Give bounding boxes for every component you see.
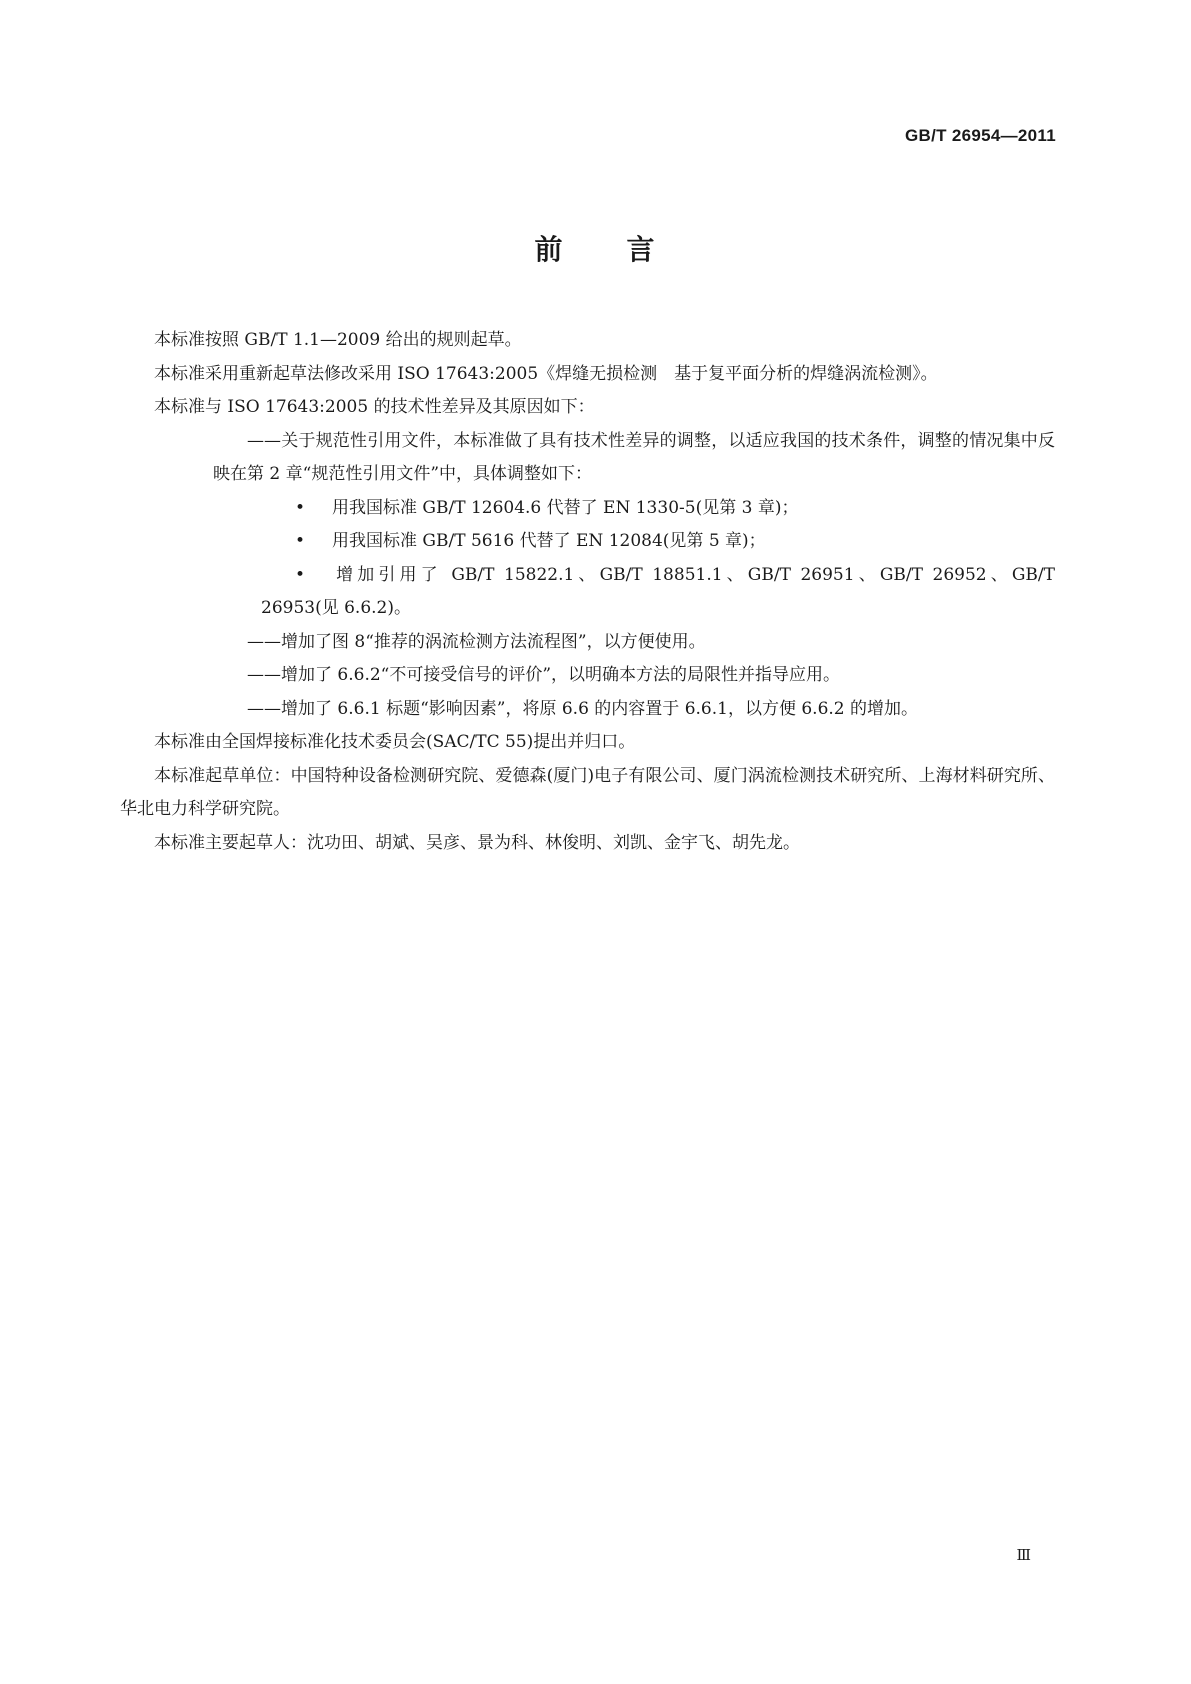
- bullet-item: [120, 525, 1055, 559]
- bullet-icon: •: [295, 564, 306, 585]
- bullet-icon: •: [295, 497, 306, 518]
- dash-item-figure-8: ——增加了图 8“推荐的涡流检测方法流程图”，以方便使用。: [247, 631, 706, 652]
- paragraph-drafting-units: 本标准起草单位：中国特种设备检测研究院、爱德森(厦门)电子有限公司、厦门涡流检测技术研究所、上海材料研究所、华北电力科学研究院。: [120, 765, 1055, 819]
- paragraph-drafting-rules: 本标准按照 GB/T 1.1—2009 给出的规则起草。: [154, 330, 522, 350]
- paragraph-proposer: 本标准由全国焊接标准化技术委员会(SAC/TC 55)提出并归口。: [154, 732, 636, 752]
- bullet-item: [120, 559, 1055, 626]
- paragraph-drafters: 本标准主要起草人：沈功田、胡斌、吴彦、景为科、林俊明、刘凯、金宇飞、胡先龙。: [154, 832, 800, 853]
- title-char-1: 前: [534, 233, 565, 266]
- bullet-item: [120, 492, 1055, 526]
- bullet-icon: •: [295, 531, 306, 551]
- standard-code: GB/T 26954—2011: [905, 126, 1056, 145]
- bullet-text: 用我国标准 GB/T 5616 代替了 EN 12084(见第 5 章)；: [332, 531, 766, 551]
- paragraph-adoption: 本标准采用重新起草法修改采用 ISO 17643:2005《焊缝无损检测 基于复平面分析的焊缝涡流检测》。: [154, 363, 938, 384]
- title-char-2: 言: [626, 233, 657, 266]
- paragraph-differences-intro: 本标准与 ISO 17643:2005 的技术性差异及其原因如下：: [154, 397, 595, 417]
- bullet-text: 用我国标准 GB/T 12604.6 代替了 EN 1330-5(见第 3 章)；: [332, 497, 799, 518]
- dash-item-6-6-2: ——增加了 6.6.2“不可接受信号的评价”，以明确本方法的局限性并指导应用。: [247, 665, 841, 685]
- foreword-body: [120, 324, 1055, 860]
- dash-item-normative-references: ——关于规范性引用文件，本标准做了具有技术性差异的调整，以适应我国的技术条件，调整的情况集中反映在第 2 章“规范性引用文件”中，具体调整如下：: [213, 430, 1055, 484]
- page-number: Ⅲ: [1016, 1546, 1031, 1564]
- page-title: [0, 228, 1191, 268]
- bullet-text: 增加引用了 GB/T 15822.1、GB/T 18851.1、GB/T 26951、GB/T 26952、GB/T 26953(见 6.6.2)。: [261, 564, 1055, 618]
- dash-item-6-6-1: ——增加了 6.6.1 标题“影响因素”，将原 6.6 的内容置于 6.6.1，以方便 6.6.2 的增加。: [247, 698, 919, 719]
